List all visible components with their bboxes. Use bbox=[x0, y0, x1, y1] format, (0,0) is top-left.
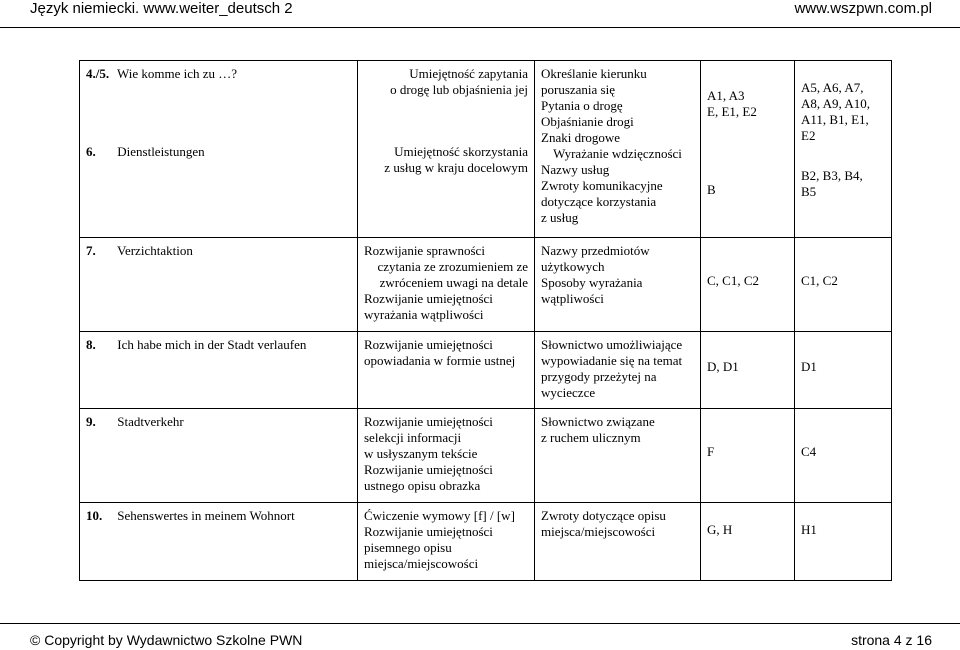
topic-title: Dienstleistungen bbox=[117, 144, 205, 159]
page-header bbox=[0, 0, 960, 20]
codes-cell bbox=[701, 409, 795, 503]
text-line: B5 bbox=[801, 184, 817, 199]
text-line: Słownictwo związane bbox=[541, 414, 655, 429]
text-line: Rozwijanie umiejętności bbox=[364, 524, 493, 539]
codes-cell bbox=[701, 503, 795, 581]
content-cell bbox=[535, 238, 701, 332]
text-line: Rozwijanie umiejętności bbox=[364, 462, 493, 477]
requirements-cell bbox=[795, 238, 892, 332]
topic-cell bbox=[80, 332, 358, 409]
topic-item bbox=[86, 66, 351, 82]
table-row bbox=[80, 238, 892, 332]
text-line: Znaki drogowe bbox=[541, 130, 621, 145]
topic-number: 6. bbox=[86, 144, 96, 159]
text-line: dotyczące korzystania bbox=[541, 194, 657, 209]
content-cell bbox=[535, 409, 701, 503]
text-line: A1, A3 bbox=[707, 88, 745, 103]
text-line: z usług w kraju docelowym bbox=[384, 160, 528, 175]
skills-cell bbox=[358, 503, 535, 581]
page-number: strona 4 z 16 bbox=[851, 632, 932, 648]
topic-cell bbox=[80, 503, 358, 581]
copyright-text: © Copyright by Wydawnictwo Szkolne PWN bbox=[30, 632, 303, 648]
text-line: D1 bbox=[801, 359, 817, 374]
table-row bbox=[80, 61, 892, 238]
text-line: selekcji informacji bbox=[364, 430, 462, 445]
content-cell bbox=[535, 61, 701, 238]
text-line: Rozwijanie umiejętności bbox=[364, 337, 493, 352]
text-line: z usług bbox=[541, 210, 579, 225]
text-line: E, E1, E2 bbox=[707, 104, 757, 119]
text-line: C, C1, C2 bbox=[707, 273, 760, 288]
text-line: z ruchem ulicznym bbox=[541, 430, 641, 445]
header-title: Język niemiecki. www.weiter_deutsch 2 bbox=[30, 0, 293, 17]
text-line: Umiejętność skorzystania bbox=[394, 144, 528, 159]
text-line: miejsca/miejscowości bbox=[364, 556, 479, 571]
text-line: Rozwijanie umiejętności bbox=[364, 291, 493, 306]
table-row bbox=[80, 332, 892, 409]
text-line: C4 bbox=[801, 444, 817, 459]
text-line: zwróceniem uwagi na detale bbox=[379, 275, 528, 290]
topic-cell bbox=[80, 61, 358, 238]
topic-title: Ich habe mich in der Stadt verlaufen bbox=[117, 337, 307, 352]
text-line: Nazwy usług bbox=[541, 162, 610, 177]
text-line: Określanie kierunku bbox=[541, 66, 647, 81]
text-line: użytkowych bbox=[541, 259, 605, 274]
text-line: poruszania się bbox=[541, 82, 616, 97]
topic-title: Wie komme ich zu …? bbox=[117, 66, 238, 81]
text-line: Rozwijanie umiejętności bbox=[364, 414, 493, 429]
footer-divider bbox=[0, 623, 960, 624]
text-line: E2 bbox=[801, 128, 816, 143]
text-line: przygody przeżytej na bbox=[541, 369, 657, 384]
text-line: D, D1 bbox=[707, 359, 739, 374]
requirements-cell bbox=[795, 61, 892, 238]
text-line: o drogę lub objaśnienia jej bbox=[390, 82, 528, 97]
topic-number: 9. bbox=[86, 414, 96, 429]
text-line: Nazwy przedmiotów bbox=[541, 243, 650, 258]
content-cell bbox=[535, 332, 701, 409]
codes-cell bbox=[701, 238, 795, 332]
topic-number: 4./5. bbox=[86, 66, 110, 81]
topic-number: 8. bbox=[86, 337, 96, 352]
content-cell bbox=[535, 503, 701, 581]
codes-cell bbox=[701, 61, 795, 238]
requirements-cell bbox=[795, 503, 892, 581]
codes-cell bbox=[701, 332, 795, 409]
requirements-cell bbox=[795, 409, 892, 503]
table-row bbox=[80, 503, 892, 581]
requirements-cell bbox=[795, 332, 892, 409]
text-line: Ćwiczenie wymowy [f] / [w] bbox=[364, 508, 515, 523]
text-line: Zwroty dotyczące opisu bbox=[541, 508, 666, 523]
text-line: C1, C2 bbox=[801, 273, 838, 288]
text-line: wątpliwości bbox=[541, 291, 604, 306]
text-line: Sposoby wyrażania bbox=[541, 275, 643, 290]
topic-number: 10. bbox=[86, 508, 103, 523]
text-line: B bbox=[707, 182, 716, 197]
text-line: Słownictwo umożliwiające bbox=[541, 337, 683, 352]
text-line: F bbox=[707, 444, 715, 459]
topic-cell bbox=[80, 238, 358, 332]
text-line: w usłyszanym tekście bbox=[364, 446, 478, 461]
text-line: Pytania o drogę bbox=[541, 98, 623, 113]
text-line: miejsca/miejscowości bbox=[541, 524, 656, 539]
skills-cell bbox=[358, 61, 535, 238]
text-line: Rozwijanie sprawności bbox=[364, 243, 485, 258]
text-line: wypowiadanie się na temat bbox=[541, 353, 683, 368]
text-line: G, H bbox=[707, 522, 733, 537]
text-line: ustnego opisu obrazka bbox=[364, 478, 481, 493]
topic-cell bbox=[80, 409, 358, 503]
text-line: A5, A6, A7, bbox=[801, 80, 864, 95]
header-divider bbox=[0, 27, 960, 28]
text-line: wyrażania wątpliwości bbox=[364, 307, 484, 322]
skills-cell bbox=[358, 332, 535, 409]
table-row bbox=[80, 409, 892, 503]
text-line: Zwroty komunikacyjne bbox=[541, 178, 663, 193]
text-line: pisemnego opisu bbox=[364, 540, 452, 555]
topic-item bbox=[86, 144, 351, 160]
curriculum-table bbox=[79, 60, 892, 581]
topic-number: 7. bbox=[86, 243, 96, 258]
text-line: Umiejętność zapytania bbox=[409, 66, 528, 81]
text-line: czytania ze zrozumieniem ze bbox=[377, 259, 528, 274]
topic-title: Sehenswertes in meinem Wohnort bbox=[117, 508, 295, 523]
text-line: Objaśnianie drogi bbox=[541, 114, 634, 129]
text-line: B2, B3, B4, bbox=[801, 168, 863, 183]
text-line: A8, A9, A10, bbox=[801, 96, 870, 111]
text-line: Wyrażanie wdzięczności bbox=[553, 146, 682, 161]
topic-title: Stadtverkehr bbox=[117, 414, 184, 429]
text-line: H1 bbox=[801, 522, 817, 537]
page-footer bbox=[0, 632, 960, 650]
topic-title: Verzichtaktion bbox=[117, 243, 193, 258]
text-line: opowiadania w formie ustnej bbox=[364, 353, 516, 368]
text-line: wycieczce bbox=[541, 385, 596, 400]
text-line: A11, B1, E1, bbox=[801, 112, 869, 127]
skills-cell bbox=[358, 238, 535, 332]
header-website: www.wszpwn.com.pl bbox=[794, 0, 932, 17]
skills-cell bbox=[358, 409, 535, 503]
